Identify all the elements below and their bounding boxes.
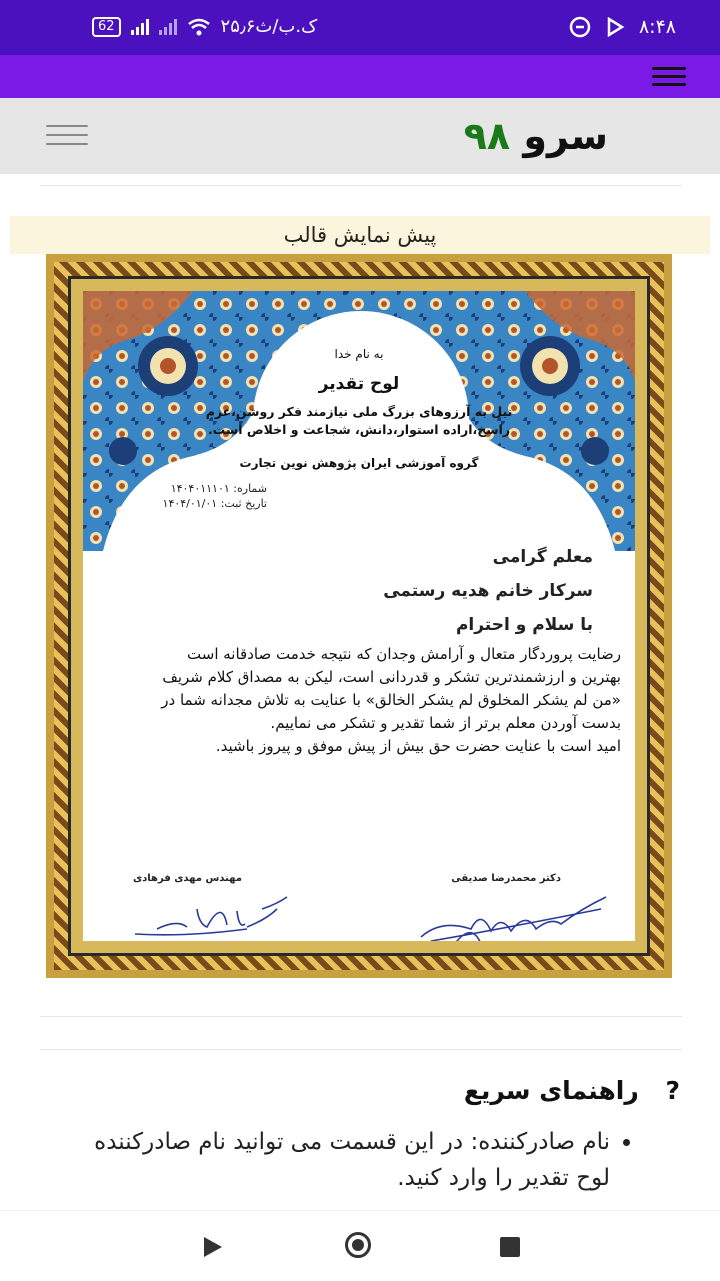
site-logo[interactable] — [464, 114, 608, 158]
help-icon: ? — [665, 1076, 680, 1105]
logo-word: سرو — [523, 114, 608, 158]
app-menu-icon[interactable] — [652, 67, 686, 86]
list-item: • نام صادرکننده: در این قسمت می توانید نام صادرکننده لوح تقدیر را وارد کنید. — [82, 1124, 610, 1196]
certificate-preview — [46, 254, 672, 978]
status-bar — [0, 0, 720, 55]
signal-2-icon — [159, 19, 177, 35]
signature-left-icon — [127, 889, 297, 941]
signature-right-icon — [411, 889, 611, 941]
app-bar — [0, 55, 720, 98]
divider — [40, 1049, 682, 1050]
battery-icon: 62 — [92, 17, 121, 37]
cert-wish-line1: نیل به آرزوهای بزرگ ملی نیازمند فکر روشن،عزم — [205, 404, 513, 419]
cert-signer-right: دکتر محمدرضا صدیقی — [451, 873, 561, 884]
cert-signer-left: مهندس مهدی فرهادی — [133, 873, 242, 884]
status-left — [92, 16, 317, 37]
cert-greeting: معلم گرامی — [492, 547, 593, 567]
home-icon[interactable] — [345, 1232, 371, 1258]
wifi-icon — [187, 18, 211, 36]
cert-header: به نام خدا — [334, 347, 384, 361]
signal-icon — [131, 19, 149, 35]
cert-wish-line2: راسخ،اراده استوار،دانش، شجاعت و اخلاص است. — [207, 422, 511, 437]
divider — [40, 1016, 682, 1017]
cert-body: رضایت پروردگار متعال و آرامش وجدان که نتیجه خدمت صادقانه است بهترین و ارزشمندترین تشکر و قدردانی است، لیکن به مصداق کلام شریف «من لم یشکر المخلوق لم یشکر الخالق» با عنایت به تلاش مجدانه شما در بدست آوردن معلم برتر از شما تقدیر و تشکر می نماییم. امید است با عنایت حضرت حق بیش از پیش موفق و پیروز باشید. — [161, 645, 621, 755]
cert-meta: شماره: ۱۴۰۴۰۱۱۱۰۱ تاریخ ثبت: ۱۴۰۴/۰۱/۰۱ — [162, 482, 267, 510]
cert-title: لوح تقدیر — [318, 374, 400, 394]
cert-salutation: با سلام و احترام — [455, 615, 593, 635]
status-right — [569, 16, 676, 38]
cert-recipient: سرکار خانم هدیه رستمی — [383, 581, 593, 601]
status-time: ۸:۴۸ — [638, 16, 676, 38]
app-notification-icon — [569, 16, 591, 38]
network-speed: ۲۵٫۶ک.ب/ث — [220, 16, 318, 37]
cert-org: گروه آموزشی ایران پژوهش نوین تجارت — [239, 456, 479, 470]
quick-guide-title: راهنمای سریع — [463, 1076, 639, 1105]
logo-number: ۹۸ — [463, 114, 511, 158]
back-icon[interactable] — [204, 1237, 222, 1257]
certificate-paper — [83, 291, 635, 941]
recent-apps-icon[interactable] — [500, 1237, 520, 1257]
navigation-bar — [0, 1210, 720, 1281]
quick-guide-heading — [464, 1076, 680, 1105]
quick-guide-list — [82, 1124, 642, 1196]
site-menu-icon[interactable] — [46, 125, 88, 145]
divider — [40, 185, 682, 186]
play-notification-icon — [605, 17, 625, 37]
preview-title: پیش نمایش قالب — [10, 216, 710, 254]
site-header — [0, 98, 720, 174]
